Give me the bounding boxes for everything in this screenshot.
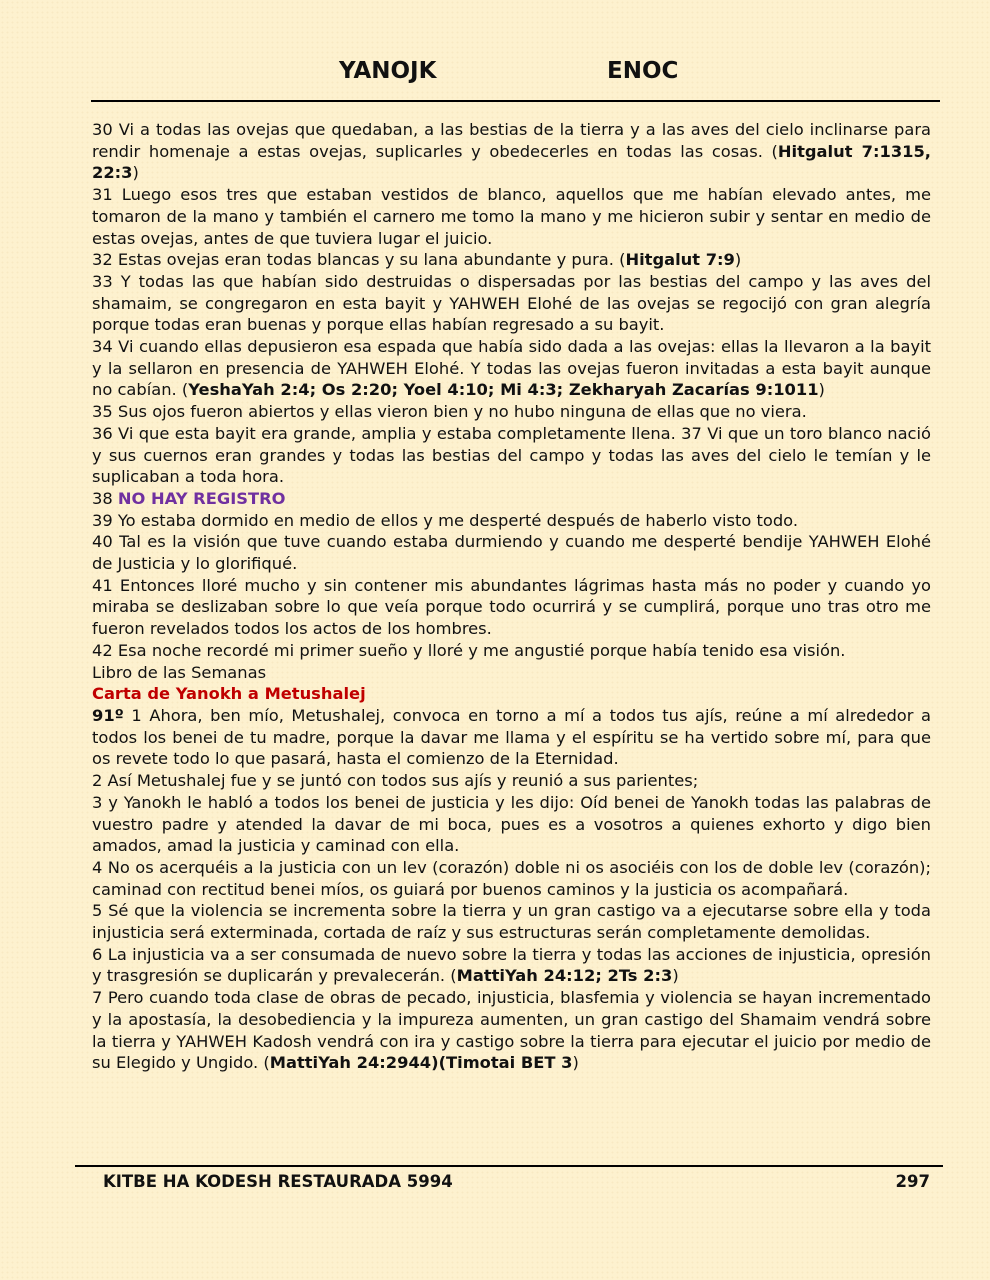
paragraph-36: 36 Vi que esta bayit era grande, amplia y estaba completamente llena. 37 Vi que un toro blanco nació y sus cuernos eran grandes y todas las bestias del campo y todas las aves del cielo le temían y le suplicaban a toda hora. [92, 423, 931, 487]
page-number: 297 [895, 1172, 930, 1191]
paren-close: ) [132, 163, 139, 183]
paren-close: ) [734, 250, 742, 270]
paren-close: ) [672, 966, 679, 986]
paragraph-text: 30 Vi a todas las ovejas que quedaban, a las bestias de la tierra y a las aves del cielo inclinarse para rendir homenaje a estas ovejas, suplicarles y obedecerles en todas las cosas. ( [92, 120, 931, 161]
no-record-note: NO HAY REGISTRO [117, 488, 286, 508]
paragraph-40: 40 Tal es la visión que tuve cuando estaba durmiendo y cuando me desperté bendije YAHWEH Elohé de Justicia y lo glorifiqué. [92, 532, 931, 574]
page-header [0, 58, 990, 88]
paragraph-91-1 [92, 705, 931, 770]
chapter-number: 91º [92, 705, 124, 725]
paragraph-39: 39 Yo estaba dormido en medio de ellos y me desperté después de haberlo visto todo. [92, 510, 799, 530]
letter-heading: Carta de Yanokh a Metushalej [92, 684, 366, 704]
paren-close: ) [818, 380, 825, 400]
paragraph-91-5: 5 Sé que la violencia se incrementa sobre la tierra y un gran castigo va a ejecutarse sobre ella y toda injusticia será exterminada, cortada de raíz y sus estructuras serán completamente demolidas. [92, 901, 931, 943]
footer-book-title: KITBE HA KODESH RESTAURADA 5994 [103, 1172, 453, 1191]
paragraph-text: 6 La injusticia va a ser consumada de nuevo sobre la tierra y todas las acciones de injusticia, opresión y trasgresión se duplicarán y prevalecerán. ( [92, 944, 931, 986]
page-body [92, 119, 931, 1074]
header-rule [91, 100, 940, 102]
scripture-reference: YeshaYah 2:4; Os 2:20; Yoel 4:10; Mi 4:3; Zekharyah Zacarías 9:1011 [188, 380, 819, 400]
scripture-reference: MattiYah 24:12; 2Ts 2:3 [456, 966, 673, 986]
paragraph-30 [92, 119, 931, 184]
verse-number: 38 [92, 488, 118, 508]
paragraph-text: 7 Pero cuando toda clase de obras de pecado, injusticia, blasfemia y violencia se hayan incrementado y la apostasía, la desobediencia y la impureza aumenten, un gran castigo del Shamaim vendrá sobre la tierra y YAHWEH Kadosh vendrá con ira y castigo sobre la tierra para ejecutar el juicio por medio de su Elegido y Ungido. ( [92, 988, 931, 1073]
paragraph-38 [92, 488, 931, 510]
paragraph-91-2: 2 Así Metushalej fue y se juntó con todos sus ajís y reunió a sus parientes; [92, 771, 699, 791]
paragraph-41: 41 Entonces lloré mucho y sin contener mis abundantes lágrimas hasta más no poder y cuando yo miraba se deslizaban sobre lo que veía porque todo ocurrirá y se cumplirá, porque uno tras otro me fueron revelados todos los actos de los hombres. [92, 575, 931, 639]
scripture-reference: MattiYah 24:2944)(Timotai BET 3 [269, 1053, 573, 1073]
paragraph-34 [92, 336, 931, 401]
paragraph-32 [92, 249, 931, 271]
paragraph-text: 34 Vi cuando ellas depusieron esa espada que había sido dada a las ovejas: ellas la llevaron a la bayit y la sellaron en presencia de YAHWEH Elohé. Y todas las ovejas fueron invitadas a esta bayit aunque no cabían. ( [92, 337, 931, 400]
scripture-reference: Hitgalut 7:9 [625, 250, 735, 270]
paragraph-42: 42 Esa noche recordé mi primer sueño y lloré y me angustié porque había tenido esa visión. [92, 640, 846, 660]
paragraph-91-4: 4 No os acerquéis a la justicia con un lev (corazón) doble ni os asociéis con los de doble lev (corazón); caminad con rectitud benei míos, os guiará por buenos caminos y la justicia os acompañará. [92, 857, 931, 899]
paragraph-91-7 [92, 987, 931, 1074]
header-left-title: YANOJK [339, 58, 437, 84]
paragraph-35: 35 Sus ojos fueron abiertos y ellas vieron bien y no hubo ninguna de ellas que no viera. [92, 402, 807, 422]
scripture-reference: Hitgalut 7:1315, 22:3 [92, 141, 931, 183]
section-title: Libro de las Semanas [92, 662, 267, 682]
footer-rule [75, 1165, 943, 1167]
paren-close: ) [572, 1053, 579, 1073]
header-right-title: ENOC [607, 58, 679, 84]
paragraph-91-6 [92, 944, 931, 987]
paragraph-33: 33 Y todas las que habían sido destruidas o dispersadas por las bestias del campo y las aves del shamaim, se congregaron en esta bayit y YAHWEH Elohé de las ovejas se regocijó con gran alegría porque todas eran buenas y porque ellas habían regresado a su bayit. [92, 271, 931, 335]
paragraph-31: 31 Luego esos tres que estaban vestidos de blanco, aquellos que me habían elevado antes, me tomaron de la mano y también el carnero me tomo la mano y me hicieron subir y sentar en medio de estas ovejas, antes de que tuviera lugar el juicio. [92, 185, 931, 248]
paragraph-text: 1 Ahora, ben mío, Metushalej, convoca en torno a mí a todos tus ajís, reúne a mí alrededor a todos los benei de tu madre, porque la davar me llama y el espíritu se ha vertido sobre mí, para que os revete todo lo que pasará, hasta el comienzo de la Eternidad. [92, 705, 931, 769]
paragraph-91-3: 3 y Yanokh le habló a todos los benei de justicia y les dijo: Oíd benei de Yanokh todas las palabras de vuestro padre y atended la davar de mi boca, pues es a vosotros a quienes exhorto y digo bien amados, amad la justicia y caminad con ella. [92, 792, 931, 856]
page-footer [0, 1172, 990, 1196]
paragraph-text: 32 Estas ovejas eran todas blancas y su lana abundante y pura. ( [92, 250, 626, 270]
